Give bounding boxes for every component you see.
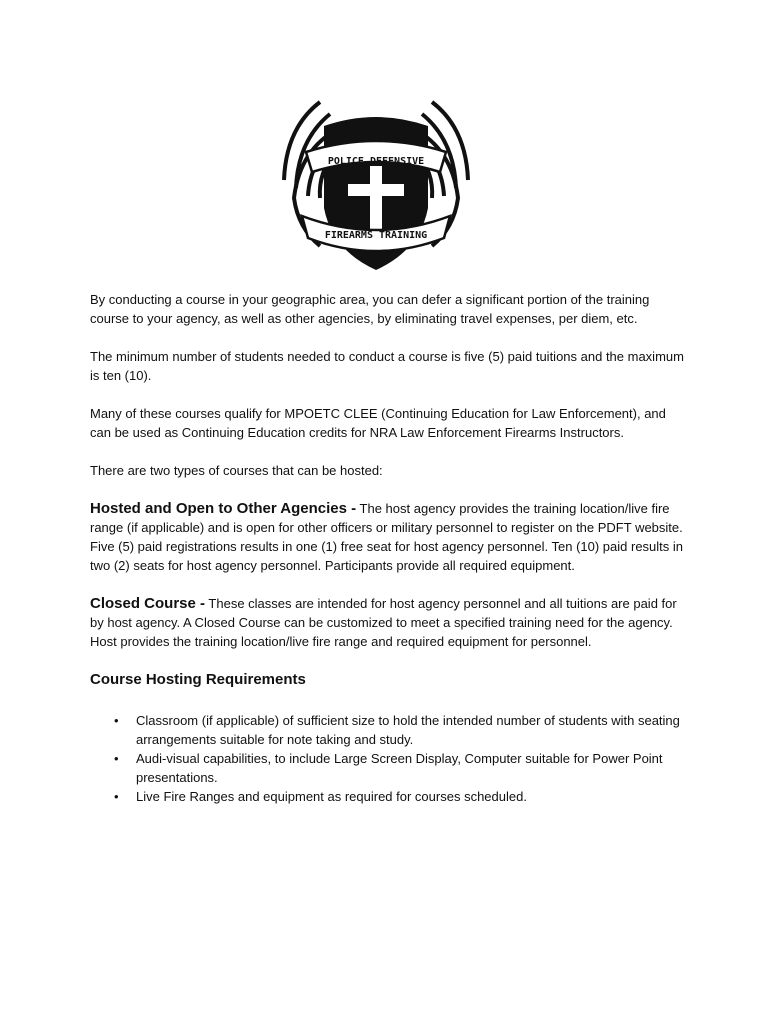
list-item [114,787,690,806]
requirements-heading: Course Hosting Requirements [90,671,306,688]
intro-paragraph: By conducting a course in your geographic area, you can defer a significant portion of the training course to your agency, as well as other agencies, by eliminating travel expenses, per diem, etc. [90,292,650,326]
bullet-icon: • [114,789,119,804]
list-item [114,711,690,749]
requirements-list [90,711,690,806]
course-types-intro: There are two types of courses that can be hosted: [90,463,383,478]
requirement-text: Audi-visual capabilities, to include Large Screen Display, Computer suitable for Power Point presentations. [136,751,663,785]
logo-bottom-text: FIREARMS TRAINING [324,230,428,241]
clee-paragraph: Many of these courses qualify for MPOETC CLEE (Continuing Education for Law Enforcement), and can be used as Continuing Education credits for NRA Law Enforcement Firearms Instructors. [90,406,666,440]
hosted-course-title: Hosted and Open to Other Agencies - [90,500,357,517]
bullet-icon: • [114,713,119,728]
closed-course-body: These classes are intended for host agency personnel and all tuitions are paid for by host agency. A Closed Course can be customized to meet a specified training need for the agency. Host provides the training location/live fire range and required equipment for personnel. [90,596,677,649]
pdft-logo [280,88,472,274]
hosted-course-section [90,499,690,575]
logo-top-text: POLICE DEFENSIVE [327,156,425,167]
hosted-course-body: The host agency provides the training location/live fire range (if applicable) and is open for other officers or military personnel to register on the PDFT website. Five (5) paid registrations results in one (1) free seat for host agency personnel. Ten (10) paid results in two (2) seats for host agency personnel. Participants provide all required equipment. [90,501,684,573]
list-item [114,749,690,787]
bullet-icon: • [114,751,119,766]
closed-course-title: Closed Course - [90,595,206,612]
requirement-text: Live Fire Ranges and equipment as required for courses scheduled. [136,789,527,804]
closed-course-section [90,594,690,651]
document-body [90,290,690,806]
requirement-text: Classroom (if applicable) of sufficient size to hold the intended number of students with seating arrangements suitable for note taking and study. [136,713,680,747]
minimum-students-paragraph: The minimum number of students needed to conduct a course is five (5) paid tuitions and the maximum is ten (10). [90,349,684,383]
